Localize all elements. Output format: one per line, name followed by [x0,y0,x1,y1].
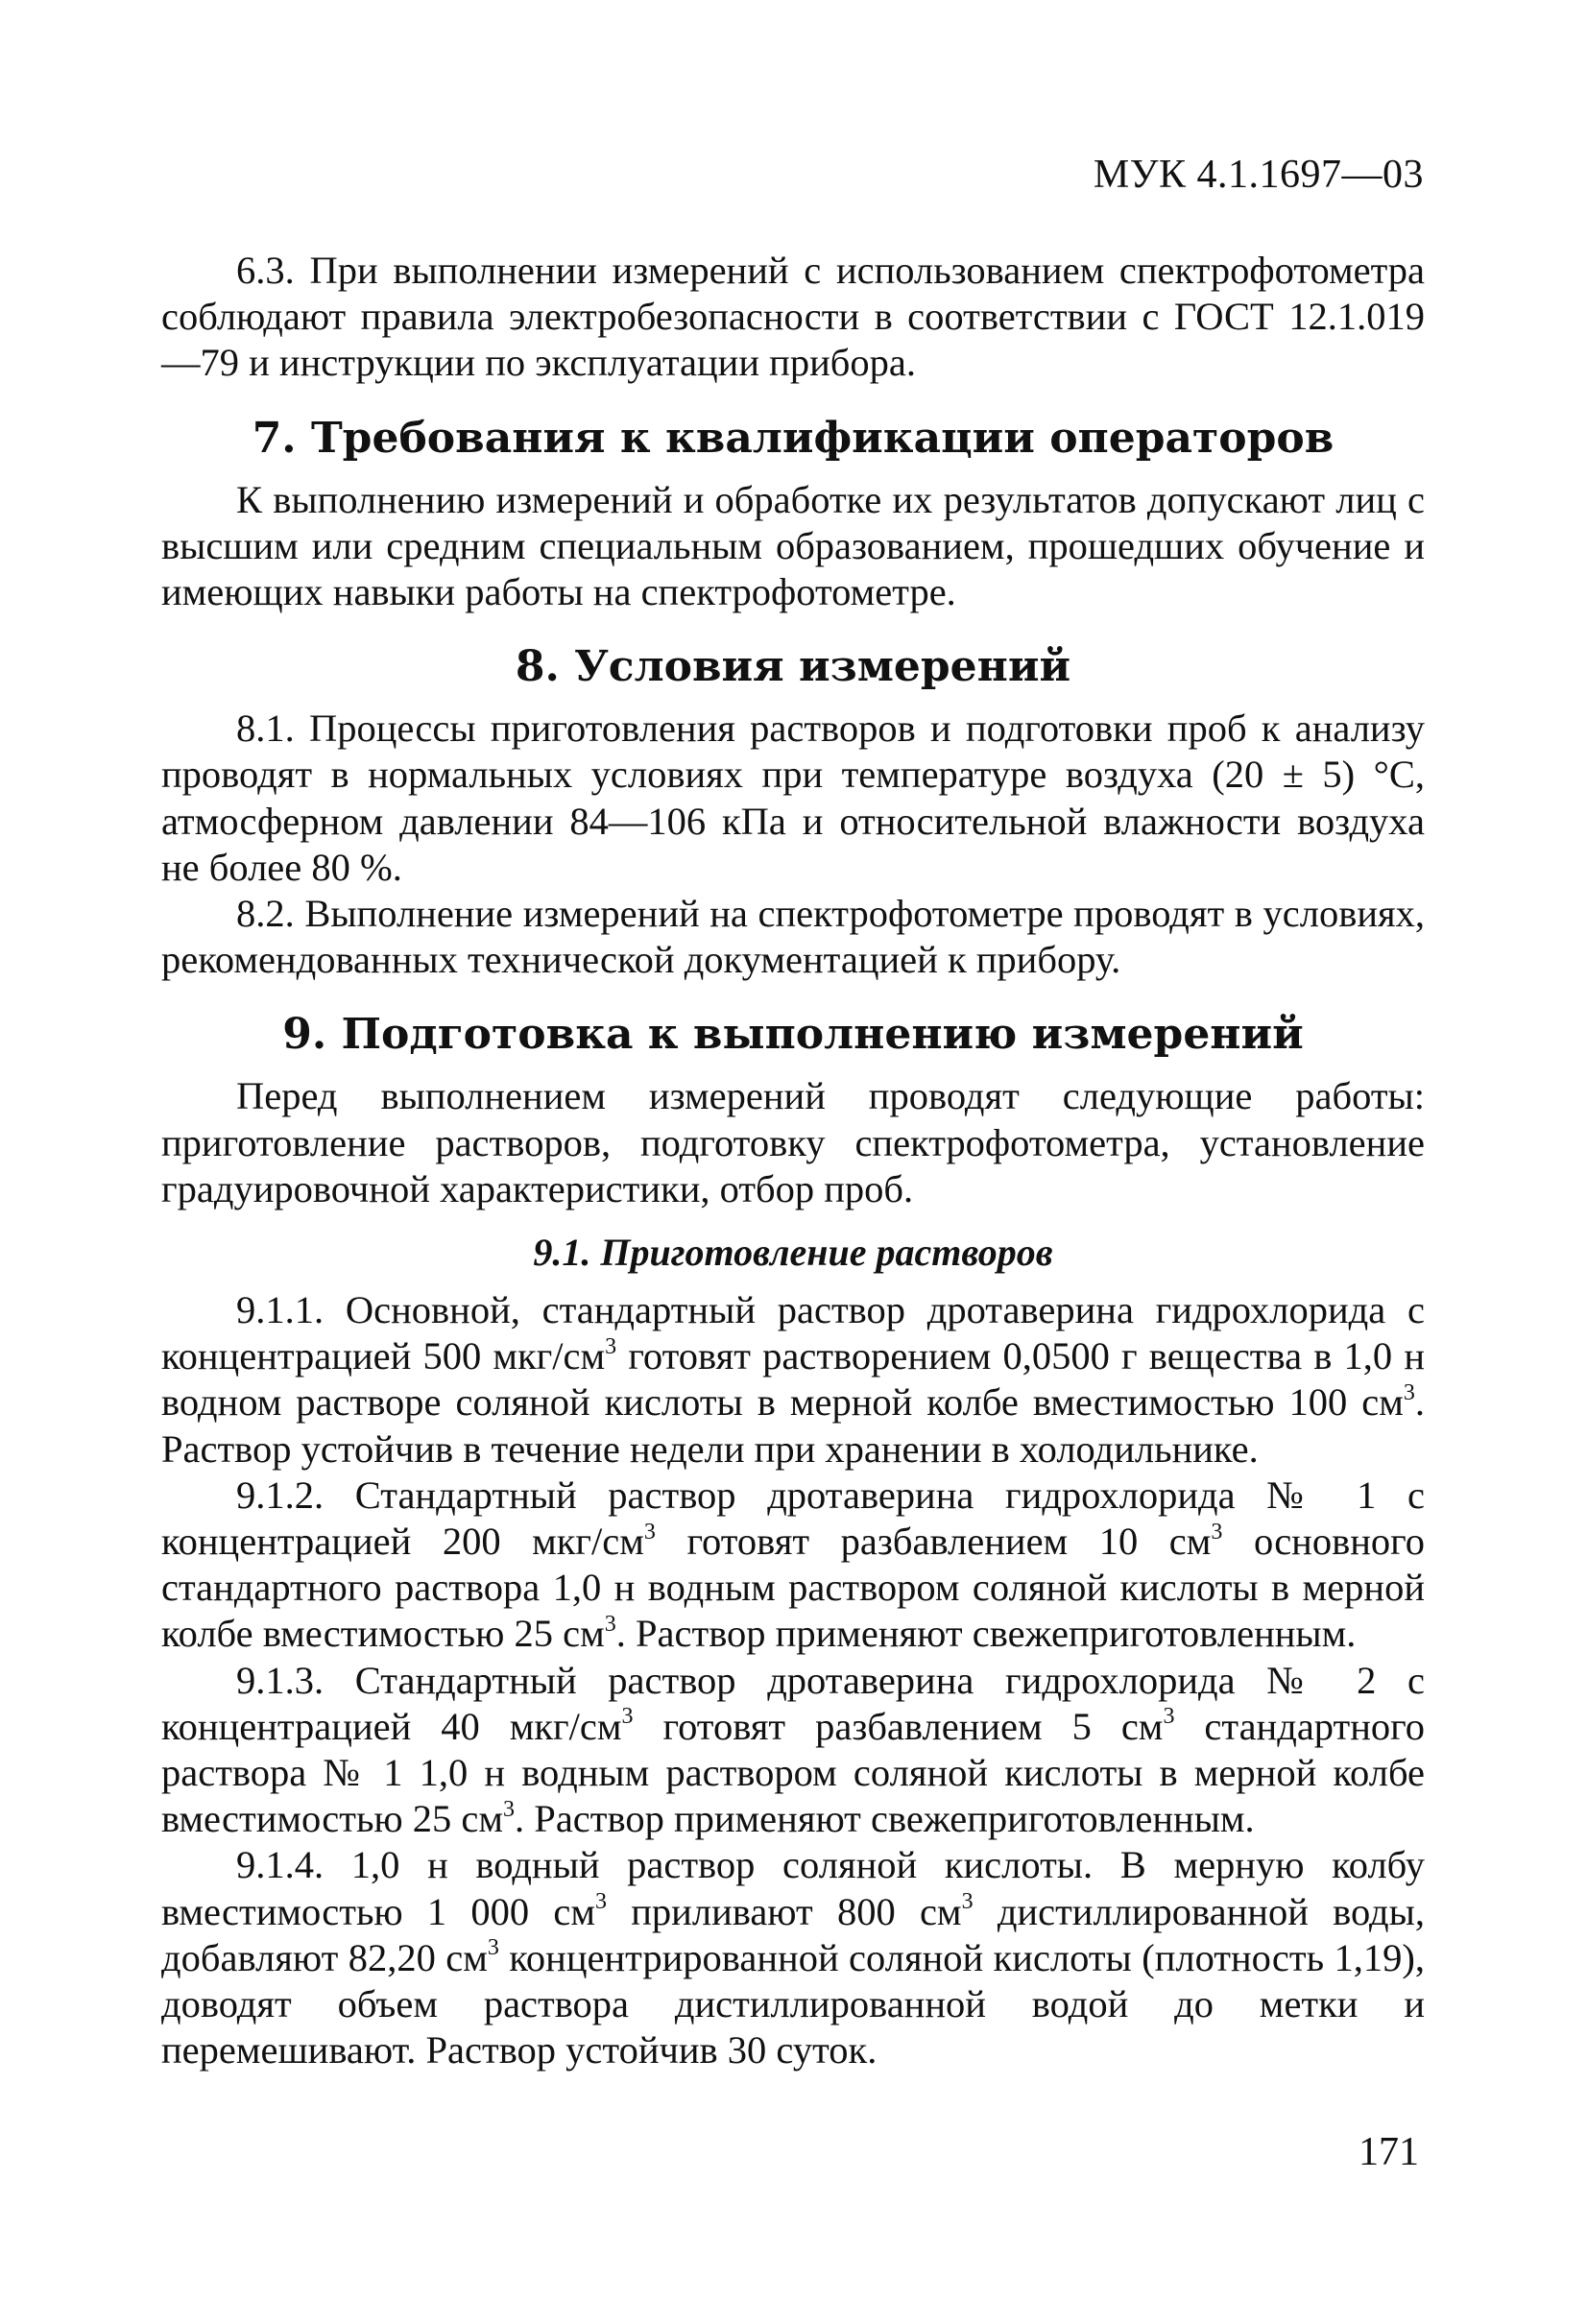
text-run: 9.1.1. Основной, стандартный раствор дротаверина гидрохлорида с концентрацией 500 мкг/см [161,1288,1425,1378]
superscript: 3 [643,1519,656,1545]
section-8-heading: 8. Условия измерений [515,642,1071,692]
superscript: 3 [487,1935,499,1961]
superscript: 3 [961,1889,974,1915]
superscript: 3 [595,1889,608,1915]
superscript: 3 [503,1796,516,1822]
text-run: 9.1.2. Стандартный раствор дротаверина гидрохлорида № 1 с концентрацией 200 мкг/см [161,1473,1425,1564]
superscript: 3 [605,1333,617,1359]
section-7-heading: 7. Требования к квалификации операторов [252,413,1335,463]
running-header: МУК 4.1.1697—03 [1093,153,1424,197]
paragraph-6-3: 6.3. При выполнении измерений с использованием спектрофотометра соблюдают правила электробезопасности в соответствии с ГОСТ 12.1.019—79 и инструкции по эксплуатации прибора. [161,249,1425,385]
text-run: стандартного раствора № 1 1,0 н водным раствором соляной кислоты в мерной колбе вместимостью 25 см [161,1704,1426,1841]
page-number: 171 [1359,2130,1419,2174]
subsection-9-1-heading: 9.1. Приготовление растворов [533,1231,1053,1275]
paragraph-8-1: 8.1. Процессы приготовления растворов и подготовки проб к анализу проводят в нормальных условиях при температуре воздуха (20 ± 5) °С, атмосферном давлении 84—106 кПа и относительной влажности воздуха не более 80 %. [161,707,1425,889]
text-run: основного стандартного раствора 1,0 н водным раствором соляной кислоты в мерной колбе вместимостью 25 см [161,1520,1425,1656]
text-run: 9.1.3. Стандартный раствор дротаверина гидрохлорида № 2 с концентрацией 40 мкг/см [161,1658,1425,1748]
paragraph-8-2: 8.2. Выполнение измерений на спектрофотометре проводят в условиях, рекомендованных технической документацией к прибору. [161,892,1425,982]
superscript: 3 [621,1704,634,1730]
text-run: готовят растворением 0,0500 г вещества в 1,0 н водном растворе соляной кислоты в мерной колбе вместимостью 100 см [161,1334,1425,1425]
text-run: готовят разбавлением 10 см [655,1520,1212,1564]
paragraph-9-1-3 [161,1658,1425,1843]
paragraph-9: Перед выполнением измерений проводят следующие работы: приготовление растворов, подготовку спектрофотометра, установление градуировочной характеристики, отбор проб. [161,1074,1425,1210]
text-run: . Раствор применяют свежеприготовленным. [615,1612,1357,1656]
paragraph-9-1-4 [161,1842,1425,2073]
paragraph-9-1-1 [161,1287,1425,1473]
text-run: . Раствор применяют свежеприготовленным. [515,1797,1255,1841]
text-run: готовят разбавлением 5 см [633,1704,1164,1748]
superscript: 3 [1211,1519,1223,1545]
text-run: концентрированной соляной кислоты (плотность 1,19), доводят объем раствора дистиллированной водой до метки и перемешивают. Раствор устойчив 30 суток. [161,1935,1425,2072]
document-body [161,248,1425,2074]
paragraph-7: К выполнению измерений и обработке их результатов допускают лиц с высшим или средним специальным образованием, прошедших обучение и имеющих навыки работы на спектрофотометре. [161,477,1425,614]
superscript: 3 [1163,1704,1175,1730]
text-run: . Раствор устойчив в течение недели при хранении в холодильнике. [161,1380,1425,1471]
text-run: дистиллированной воды, добавляют 82,20 см [161,1889,1425,1979]
paragraph-9-1-2 [161,1473,1425,1658]
text-run: приливают 800 см [607,1889,962,1933]
superscript: 3 [604,1611,616,1637]
text-run: 9.1.4. 1,0 н водный раствор соляной кислоты. В мерную колбу вместимостью 1 000 см [161,1843,1425,1933]
section-9-heading: 9. Подготовка к выполнению измерений [282,1010,1304,1060]
superscript: 3 [1403,1379,1415,1405]
